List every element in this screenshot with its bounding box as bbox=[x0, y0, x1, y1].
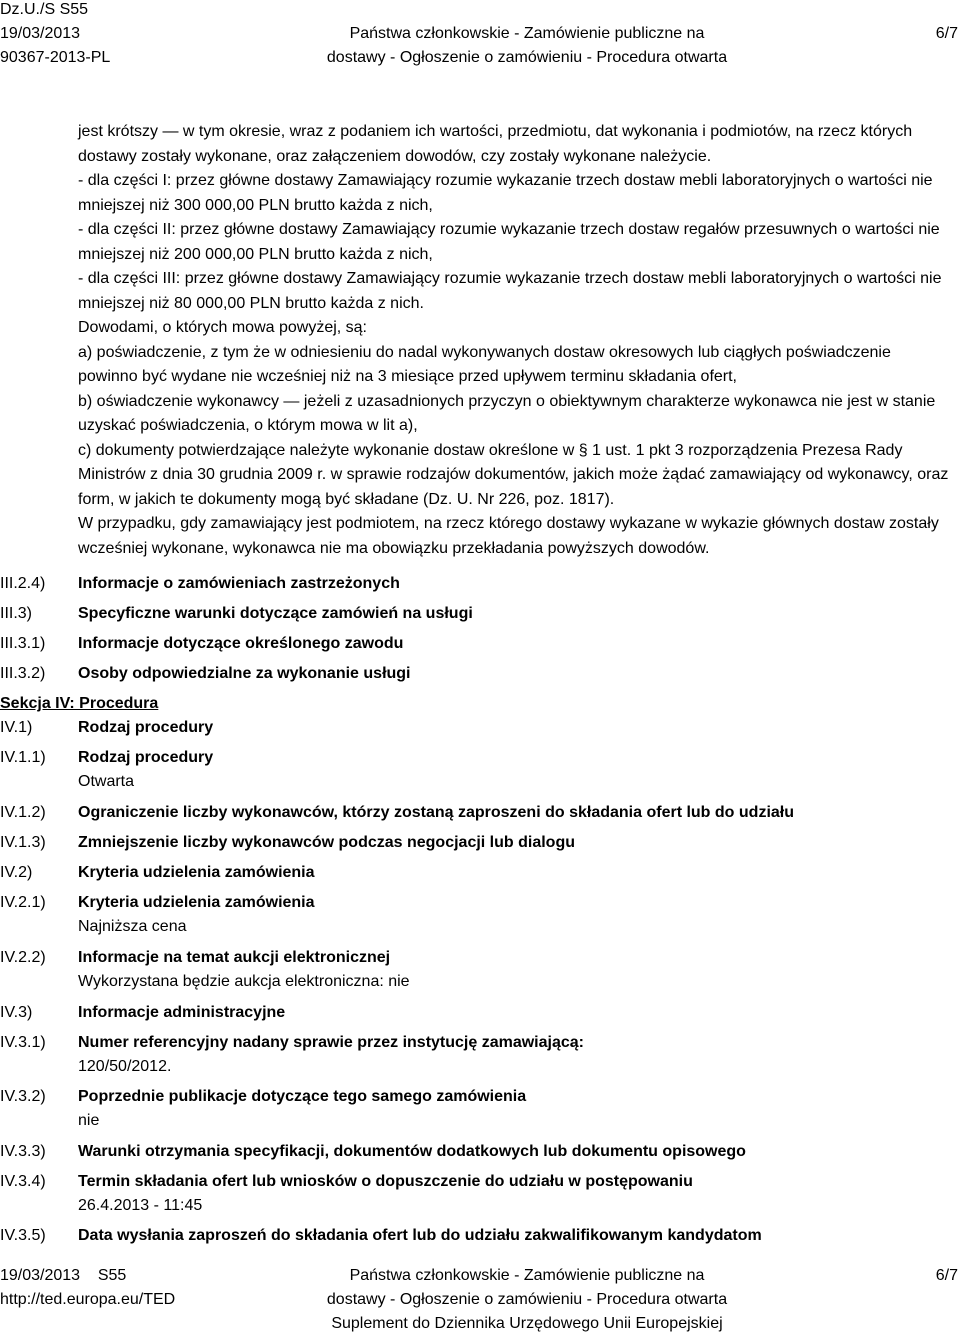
paragraph: Dowodami, o których mowa powyżej, są: bbox=[78, 319, 367, 336]
footer-date: 19/03/2013 bbox=[0, 1267, 81, 1284]
footer-supplement: Suplement do Dziennika Urzędowego Unii Europejskiej bbox=[331, 1315, 723, 1332]
section-value: 120/50/2012. bbox=[78, 1058, 172, 1075]
section-title: Kryteria udzielenia zamówienia bbox=[78, 894, 315, 911]
section-title: Informacje administracyjne bbox=[78, 1004, 286, 1021]
section-title: Rodzaj procedury bbox=[78, 749, 214, 766]
section-title: Rodzaj procedury bbox=[78, 719, 214, 736]
section-number: IV.2.2) bbox=[0, 949, 46, 966]
footer-url: http://ted.europa.eu/TED bbox=[0, 1291, 176, 1308]
section-number: IV.1.1) bbox=[0, 749, 46, 766]
page-header bbox=[0, 0, 960, 70]
section-number: III.3.2) bbox=[0, 665, 46, 682]
section-number: IV.1.2) bbox=[0, 804, 46, 821]
section-number: IV.1) bbox=[0, 719, 33, 736]
section-title: Poprzednie publikacje dotyczące tego samego zamówienia bbox=[78, 1088, 527, 1105]
paragraph: - dla części III: przez główne dostawy Zamawiający rozumie wykazanie trzech dostaw mebli laboratoryjnych o wartości nie mniejszej niż 80 000,00 PLN brutto każda z nich. bbox=[78, 270, 942, 312]
section-number: IV.3.3) bbox=[0, 1143, 46, 1160]
section-value: Najniższa cena bbox=[78, 918, 187, 935]
section-title: Data wysłania zaproszeń do składania ofert lub do udziału zakwalifikowanym kandydatom bbox=[78, 1227, 762, 1244]
section-title: Specyficzne warunki dotyczące zamówień na usługi bbox=[78, 605, 473, 622]
paragraph: a) poświadczenie, z tym że w odniesieniu do nadal wykonywanych dostaw okresowych lub ciągłych poświadczenie powinno być wydane nie wcześniej niż na 3 miesiące przed upływem terminu składania ofert, bbox=[78, 343, 891, 385]
section-number: IV.2.1) bbox=[0, 894, 46, 911]
section-title: Kryteria udzielenia zamówienia bbox=[78, 864, 315, 881]
header-doc-number: 90367-2013-PL bbox=[0, 49, 111, 66]
section-title: Ograniczenie liczby wykonawców, którzy zostaną zaproszeni do składania ofert lub do udziału bbox=[78, 804, 794, 821]
header-date: 19/03/2013 bbox=[0, 25, 81, 42]
section-value: Wykorzystana będzie aukcja elektroniczna: nie bbox=[78, 973, 410, 990]
section-title: Zmniejszenie liczby wykonawców podczas negocjacji lub dialogu bbox=[78, 834, 575, 851]
section-title: Informacje o zamówieniach zastrzeżonych bbox=[78, 575, 400, 592]
section-number: IV.1.3) bbox=[0, 834, 46, 851]
section-number: III.2.4) bbox=[0, 575, 46, 592]
section-number: III.3) bbox=[0, 605, 33, 622]
section-title: Termin składania ofert lub wniosków o dopuszczenie do udziału w postępowaniu bbox=[78, 1173, 693, 1190]
section-title: Numer referencyjny nadany sprawie przez instytucję zamawiającą: bbox=[78, 1034, 584, 1051]
section-title: Informacje na temat aukcji elektronicznej bbox=[78, 949, 391, 966]
footer-date-series bbox=[0, 1264, 126, 1287]
section-number: IV.3.1) bbox=[0, 1034, 46, 1051]
section-number: III.3.1) bbox=[0, 635, 46, 652]
section-title: Osoby odpowiedzialne za wykonanie usługi bbox=[78, 665, 411, 682]
section-number: IV.3.4) bbox=[0, 1173, 46, 1190]
page-footer bbox=[0, 1262, 960, 1334]
section-number: IV.3.5) bbox=[0, 1227, 46, 1244]
section-heading: Sekcja IV: Procedura bbox=[0, 695, 159, 712]
footer-series: S55 bbox=[97, 1267, 127, 1284]
body-text bbox=[78, 120, 954, 561]
section-value: 26.4.2013 - 11:45 bbox=[78, 1197, 203, 1214]
section-title: Informacje dotyczące określonego zawodu bbox=[78, 635, 404, 652]
header-journal-ref: Dz.U./S S55 bbox=[0, 1, 89, 18]
section-value: Otwarta bbox=[78, 773, 135, 790]
paragraph: W przypadku, gdy zamawiający jest podmiotem, na rzecz którego dostawy wykazane w wykazie głównych dostaw zostały wcześniej wykonane, wykonawca nie ma obowiązku przekładania powyższych dowodów. bbox=[78, 515, 939, 557]
footer-title-line1: Państwa członkowskie - Zamówienie publiczne na bbox=[349, 1267, 705, 1284]
paragraph: - dla części II: przez główne dostawy Zamawiający rozumie wykazanie trzech dostaw regałów przesuwnych o wartości nie mniejszej niż 200 000,00 PLN brutto każda z nich, bbox=[78, 221, 940, 263]
section-number: IV.2) bbox=[0, 864, 33, 881]
section-number: IV.3) bbox=[0, 1004, 33, 1021]
section-title: Warunki otrzymania specyfikacji, dokumentów dodatkowych lub dokumentu opisowego bbox=[78, 1143, 746, 1160]
paragraph: b) oświadczenie wykonawcy — jeżeli z uzasadnionych przyczyn o obiektywnym charakterze wykonawca nie jest w stanie uzyskać poświadczenia, o którym mowa w lit a), bbox=[78, 392, 936, 434]
paragraph: jest krótszy — w tym okresie, wraz z podaniem ich wartości, przedmiotu, dat wykonania i podmiotów, na rzecz których dostawy zostały wykonane, oraz załączeniem dowodów, czy zostały wykonane należycie. bbox=[78, 123, 913, 165]
paragraph: - dla części I: przez główne dostawy Zamawiający rozumie wykazanie trzech dostaw mebli laboratoryjnych o wartości nie mniejszej niż 300 000,00 PLN brutto każda z nich, bbox=[78, 172, 933, 214]
header-page-number: 6/7 bbox=[935, 25, 958, 42]
footer-title-line2: dostawy - Ogłoszenie o zamówieniu - Procedura otwarta bbox=[326, 1291, 728, 1308]
section-value: nie bbox=[78, 1112, 100, 1129]
paragraph: c) dokumenty potwierdzające należyte wykonanie dostaw określone w § 1 ust. 1 pkt 3 rozporządzenia Prezesa Rady Ministrów z dnia 30 grudnia 2009 r. w sprawie rodzajów dokumentów, jakich może żądać zamawiający od wykonawcy, oraz form, w jakich te dokumenty mogą być składane (Dz. U. Nr 226, poz. 1817). bbox=[78, 441, 949, 508]
header-title-line1: Państwa członkowskie - Zamówienie publiczne na bbox=[349, 25, 705, 42]
section-number: IV.3.2) bbox=[0, 1088, 46, 1105]
header-title-line2: dostawy - Ogłoszenie o zamówieniu - Procedura otwarta bbox=[326, 49, 728, 66]
footer-page-number: 6/7 bbox=[935, 1267, 958, 1284]
